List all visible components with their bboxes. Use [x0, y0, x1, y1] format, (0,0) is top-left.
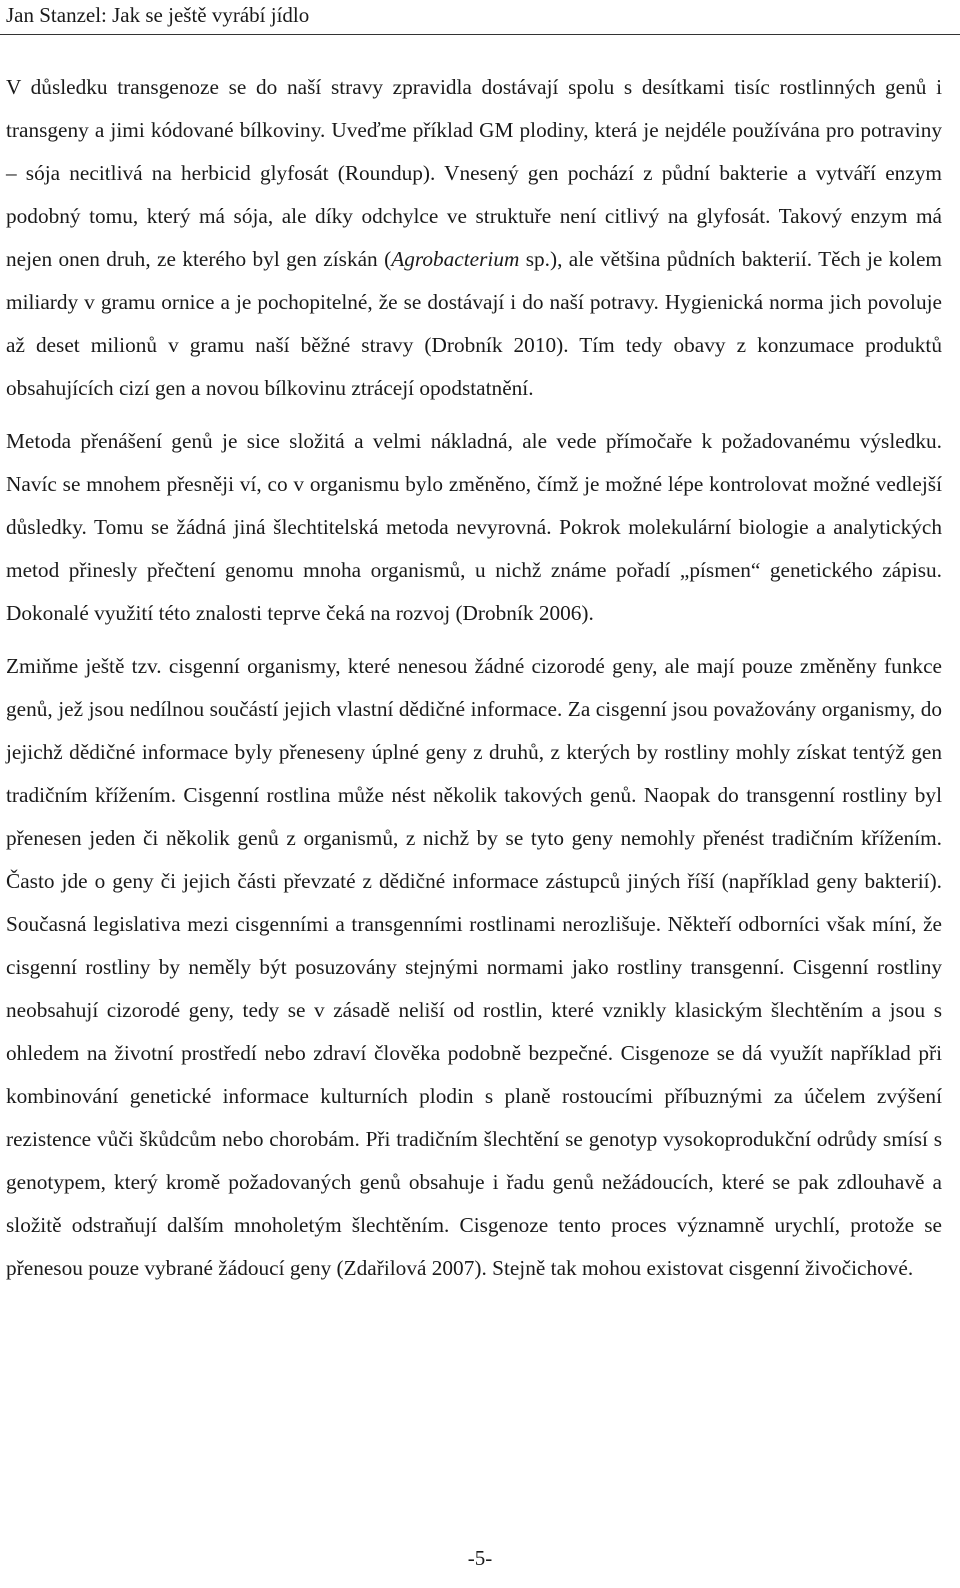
paragraph-gene-transfer-method: Metoda přenášení genů je sice složitá a velmi nákladná, ale vede přímočaře k požadovanému výsledku. Navíc se mnohem přesněji ví, co v organismu bylo změněno, čímž je možné lépe kontrolovat možné vedlejší důsledky. Tomu se žádná jiná šlechtitelská metoda nevyrovná. Pokrok molekulární biologie a analytických metod přinesly přečtení genomu mnoha organismů, u nichž známe pořadí „písmen“ genetického zápisu. Dokonalé využití této znalosti teprve čeká na rozvoj (Drobník 2006).	[6, 429, 942, 625]
document-body	[6, 66, 942, 1290]
running-header: Jan Stanzel: Jak se ještě vyrábí jídlo	[6, 3, 310, 27]
paragraph-text-end: sp.), ale většina půdních bakterií. Těch je kolem miliardy v gramu ornice a je pochopitelné, že se dostávají i do naší potravy. Hygienická norma jich povoluje až deset milionů v gramu naší běžné stravy (Drobník 2010). Tím tedy obavy z konzumace produktů obsahujících cizí gen a novou bílkovinu ztrácejí opodstatnění.	[6, 247, 942, 400]
paragraph-transgenosis	[6, 66, 942, 410]
paragraph-cisgenic-organisms: Zmiňme ještě tzv. cisgenní organismy, které nenesou žádné cizorodé geny, ale mají pouze změněny funkce genů, jež jsou nedílnou součástí jejich vlastní dědičné informace. Za cisgenní jsou považovány organismy, do jejichž dědičné informace byly přeneseny úplné geny z druhů, z kterých by rostliny mohly získat tentýž gen tradičním křížením. Cisgenní rostlina může nést několik takových genů. Naopak do transgenní rostliny byl přenesen jeden či několik genů z organismů, z nichž by se tyto geny nemohly přenést tradičním křížením. Často jde o geny či jejich části převzaté z dědičné informace zástupců jiných říší (například geny bakterií). Současná legislativa mezi cisgenními a transgenními rostlinami nerozlišuje. Někteří odborníci však míní, že cisgenní rostliny by neměly být posuzovány stejnými normami jako rostliny transgenní. Cisgenní rostliny neobsahují cizorodé geny, tedy se v zásadě neliší od rostlin, které vznikly klasickým šlechtěním a jsou s ohledem na životní prostředí nebo zdraví člověka podobně bezpečné. Cisgenoze se dá využít například při kombinování genetické informace kulturních plodin s planě rostoucími příbuznými za účelem zvýšení rezistence vůči škůdcům nebo chorobám. Při tradičním šlechtění se genotyp vysokoprodukční odrůdy smísí s genotypem, který kromě požadovaných genů obsahuje i řadu genů nežádoucích, které se pak zdlouhavě a složitě odstraňují dalším mnoholetým šlechtěním. Cisgenoze tento proces významně urychlí, protože se přenesou pouze vybrané žádoucí geny (Zdařilová 2007). Stejně tak mohou existovat cisgenní živočichové.	[6, 654, 942, 1280]
species-name-italic: Agrobacterium	[391, 247, 520, 271]
header-divider	[0, 34, 960, 35]
paragraph-text-start: V důsledku transgenoze se do naší stravy zpravidla dostávají spolu s desítkami tisíc rostlinných genů i transgeny a jimi kódované bílkoviny. Uveďme příklad GM plodiny, která je nejdéle používána pro potraviny – sója necitlivá na herbicid glyfosát (Roundup). Vnesený gen pochází z půdní bakterie a vytváří enzym podobný tomu, který má sója, ale díky odchylce ve struktuře není citlivý na glyfosát. Takový enzym má nejen onen druh, ze kterého byl gen získán (	[6, 75, 942, 271]
page-number: -5-	[467, 1546, 493, 1570]
